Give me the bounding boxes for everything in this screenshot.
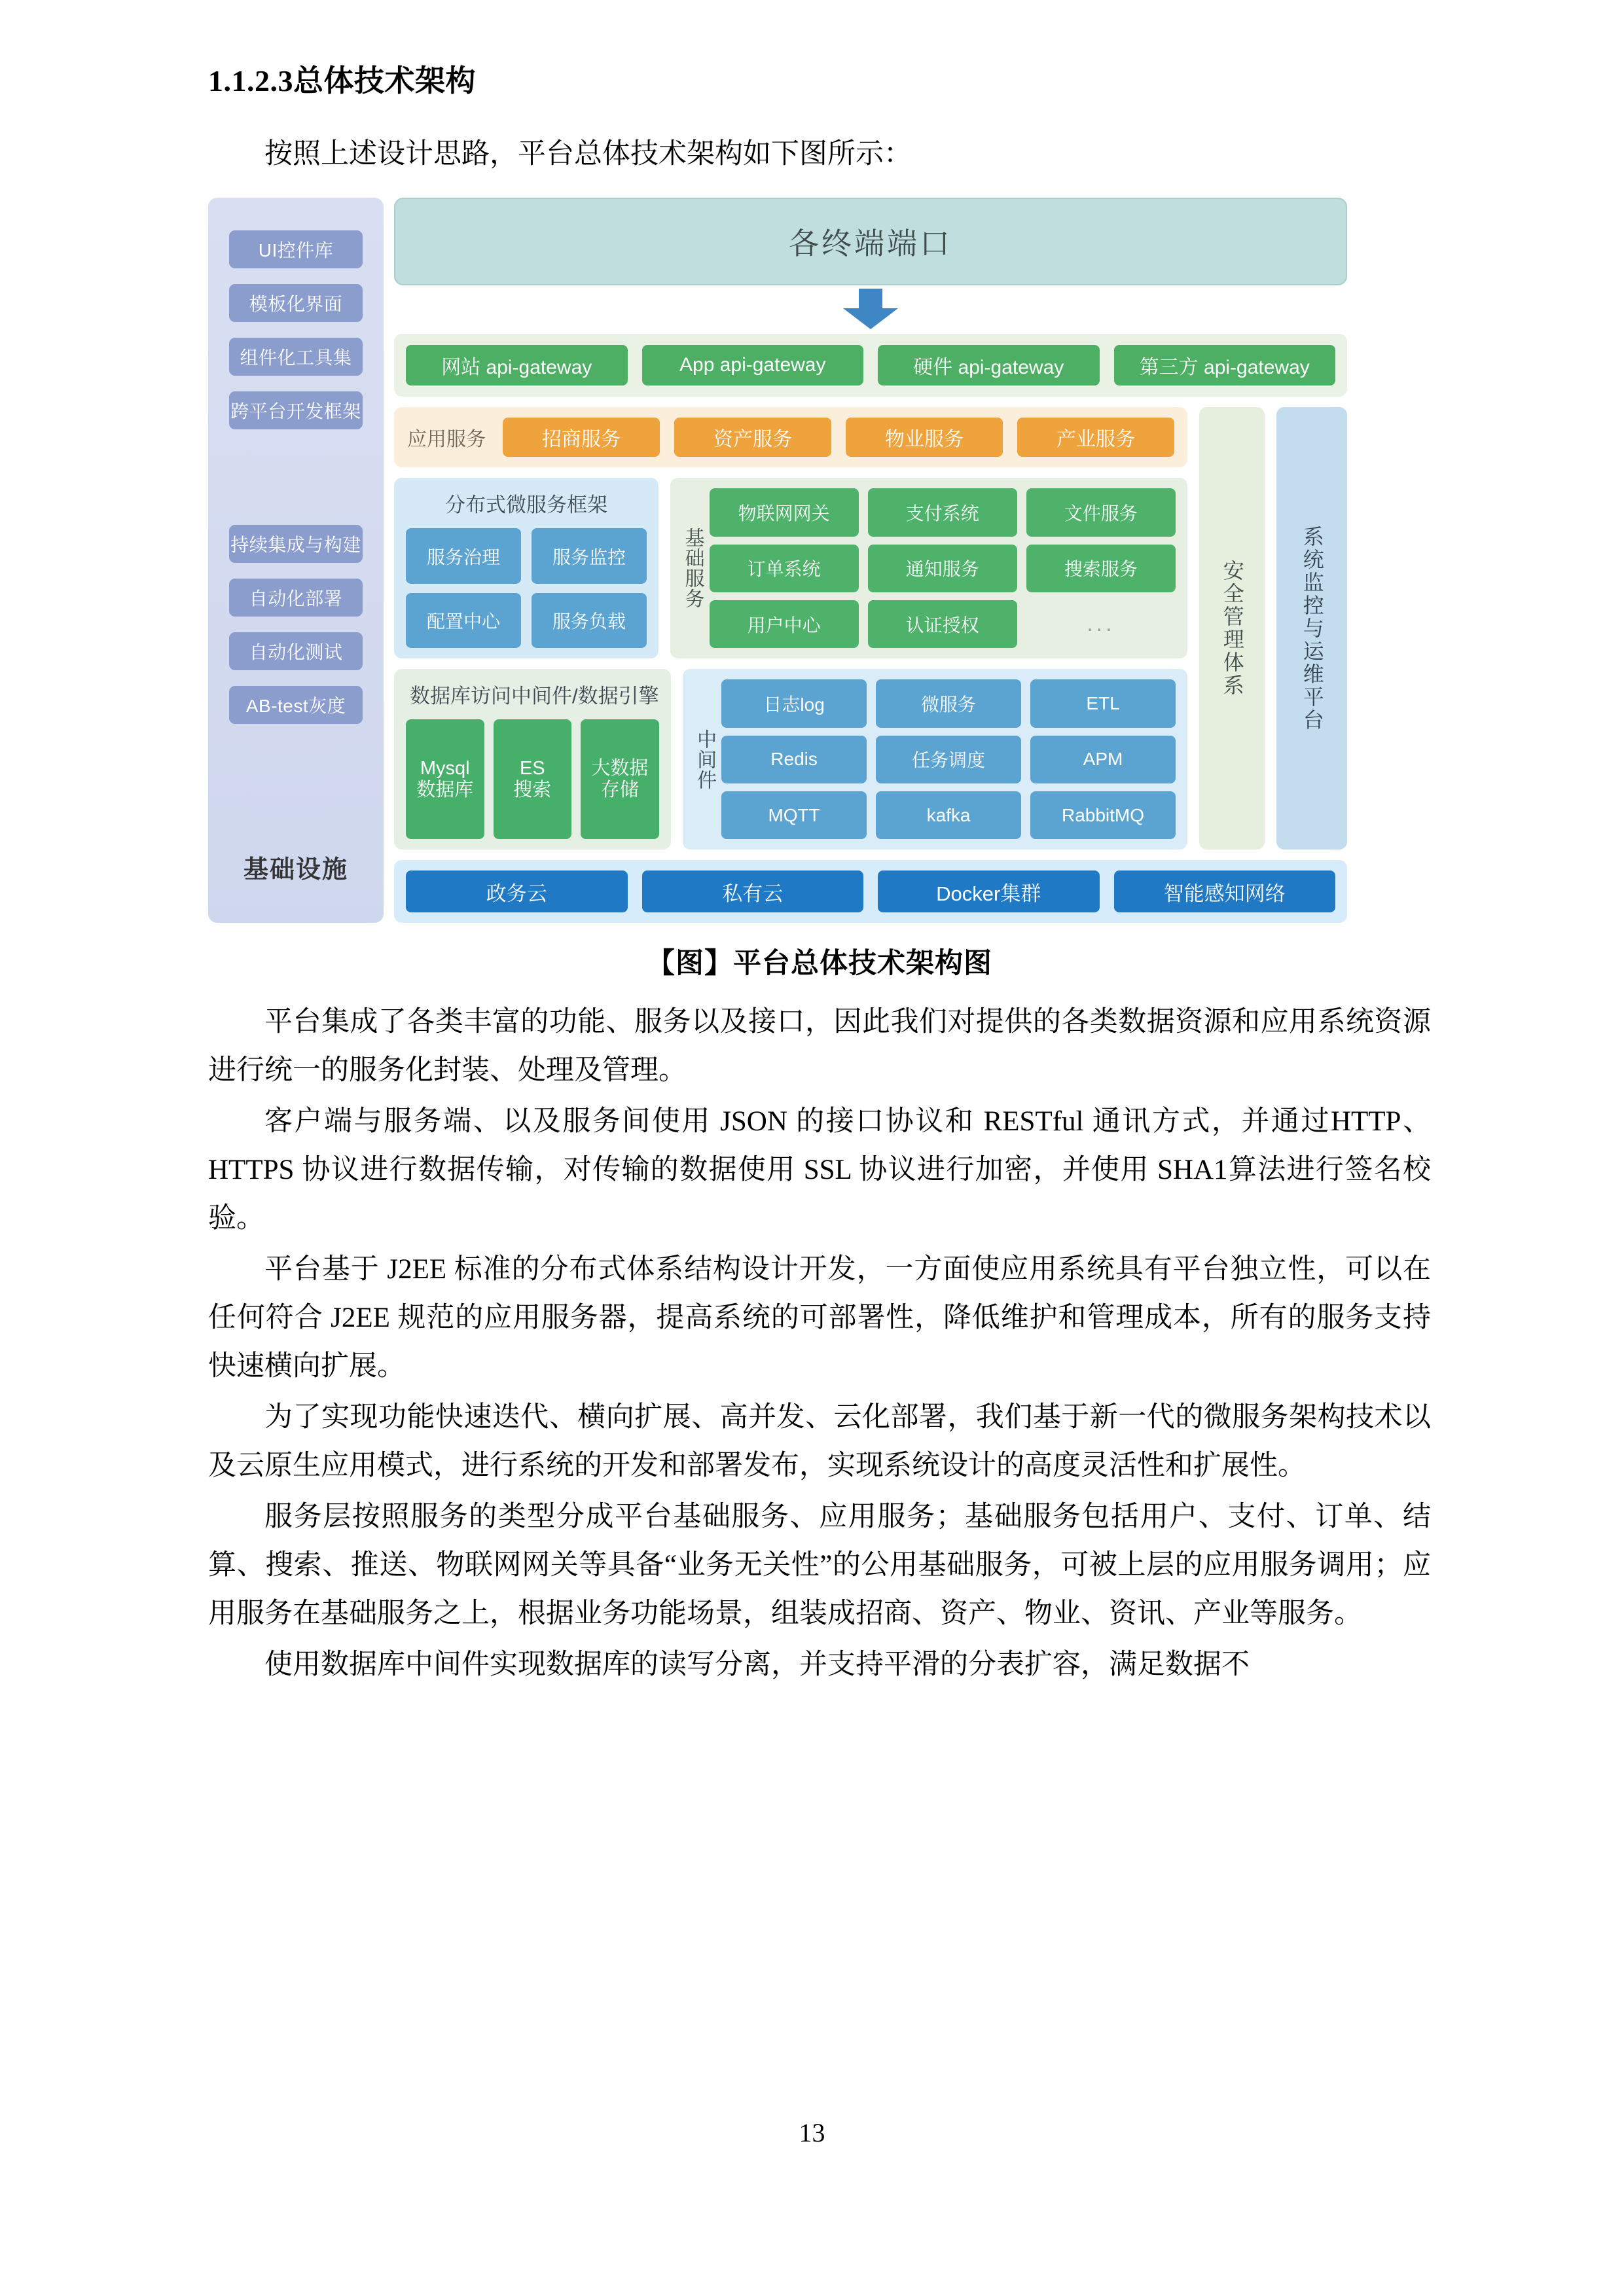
arrow-container (394, 285, 1347, 334)
gateway-thirdparty: 第三方 api-gateway (1114, 345, 1336, 386)
mw-cell-mqtt: MQTT (721, 791, 867, 839)
body-paragraph-4: 为了实现功能快速迭代、横向扩展、高并发、云化部署，我们基于新一代的微服务架构技术以及云原生应用模式，进行系统的开发和部署发布，实现系统设计的高度灵活性和扩展性。 (208, 1402, 1431, 1482)
rail-item-component-toolkit: 组件化工具集 (229, 338, 363, 376)
db-cell-es-line2: 搜索 (513, 779, 552, 800)
mw-cell-kafka: kafka (876, 791, 1021, 839)
infra-smart-sensing-network: 智能感知网络 (1114, 870, 1336, 912)
mw-cell-rabbitmq: RabbitMQ (1030, 791, 1176, 839)
page-number: 13 (799, 2118, 825, 2147)
diagram-main-stack (394, 198, 1347, 923)
intro-paragraph: 按照上述设计思路，平台总体技术架构如下图所示： (264, 138, 912, 170)
db-cell-bigdata (581, 719, 659, 839)
app-service-investment: 招商服务 (503, 418, 660, 457)
middleware-panel-row (394, 669, 1187, 850)
mw-cell-log: 日志log (721, 679, 867, 727)
db-cell-mysql-line2: 数据库 (416, 779, 474, 800)
mw-cell-apm: APM (1030, 736, 1176, 783)
ms-cell-governance: 服务治理 (406, 528, 521, 584)
basic-services-panel (670, 478, 1187, 658)
bs-cell-iot-gateway: 物联网网关 (710, 488, 859, 536)
app-service-property: 物业服务 (846, 418, 1003, 457)
system-monitoring-column (1276, 407, 1347, 850)
infra-gov-cloud: 政务云 (406, 870, 628, 912)
bs-cell-search: 搜索服务 (1026, 545, 1176, 592)
bs-cell-auth: 认证授权 (868, 600, 1017, 648)
infra-docker-cluster: Docker集群 (878, 870, 1100, 912)
rail-item-template-ui: 模板化界面 (229, 284, 363, 322)
body-paragraph-3: 平台基于 J2EE 标准的分布式体系结构设计开发，一方面使应用系统具有平台独立性，可以在任何符合 J2EE 规范的应用服务器，提高系统的可部署性，降低维护和管理成本，所有的服务支持快速横向扩展。 (208, 1254, 1431, 1382)
middleware-panel (683, 669, 1187, 850)
system-monitoring-label: 系统监控与运维平台 (1300, 525, 1324, 732)
basic-services-body (682, 488, 1176, 648)
db-cell-bigdata-line1: 大数据 (591, 757, 649, 779)
db-cell-es (494, 719, 572, 839)
architecture-diagram (208, 198, 1347, 923)
rail-item-ui-library: UI控件库 (229, 230, 363, 268)
bs-cell-file-service: 文件服务 (1026, 488, 1176, 536)
rail-item-cross-platform-framework: 跨平台开发框架 (229, 391, 363, 429)
db-cell-bigdata-line2: 存储 (600, 779, 639, 800)
rail-item-auto-test: 自动化测试 (229, 632, 363, 670)
left-rail (208, 198, 384, 923)
infra-private-cloud: 私有云 (642, 870, 864, 912)
bs-cell-more: ... (1087, 611, 1115, 637)
db-cell-mysql (406, 719, 484, 839)
body-paragraph-5: 服务层按照服务的类型分成平台基础服务、应用服务；基础服务包括用户、支付、订单、结算、搜索、推送、物联网网关等具备“业务无关性”的公用基础服务，可被上层的应用服务调用；应用服务在基础服务之上，根据业务功能场景，组装成招商、资产、物业、资讯、产业等服务。 (208, 1501, 1431, 1629)
body-paragraph-6: 使用数据库中间件实现数据库的读写分离，并支持平滑的分表扩容，满足数据不 (264, 1649, 1250, 1680)
ms-cell-config-center: 配置中心 (406, 593, 521, 649)
rail-item-auto-deploy: 自动化部署 (229, 579, 363, 617)
bs-cell-notification: 通知服务 (868, 545, 1017, 592)
bs-cell-order-system: 订单系统 (710, 545, 859, 592)
mw-cell-etl: ETL (1030, 679, 1176, 727)
terminal-ports-bar: 各终端端口 (394, 198, 1347, 285)
database-middleware-grid (406, 719, 659, 839)
security-management-label: 安全管理体系 (1220, 560, 1244, 698)
body-paragraph-1: 平台集成了各类丰富的功能、服务以及接口，因此我们对提供的各类数据资源和应用系统资源进行统一的服务化封装、处理及管理。 (208, 1007, 1431, 1086)
application-services-band (394, 407, 1187, 467)
ms-cell-monitoring: 服务监控 (532, 528, 647, 584)
services-panel-row (394, 478, 1187, 658)
gateway-web: 网站 api-gateway (406, 345, 628, 386)
middle-left-column (394, 407, 1187, 850)
db-cell-es-line1: ES (519, 757, 545, 779)
middleware-body (695, 679, 1176, 839)
microservice-framework-panel (394, 478, 659, 658)
security-management-column (1199, 407, 1265, 850)
mw-cell-task-scheduler: 任务调度 (876, 736, 1021, 783)
basic-services-label: 基础服务 (681, 528, 704, 609)
gateway-hardware: 硬件 api-gateway (878, 345, 1100, 386)
body-paragraph-2: 客户端与服务端、以及服务间使用 JSON 的接口协议和 RESTful 通讯方式，并通过HTTP、HTTPS 协议进行数据传输，对传输的数据使用 SSL 协议进行加密，并使用 SHA1算法进行签名校验。 (208, 1106, 1431, 1234)
database-middleware-panel (394, 669, 671, 850)
application-services-label: 应用服务 (407, 429, 486, 451)
rail-item-ci-build: 持续集成与构建 (229, 525, 363, 563)
rail-footer-label: 基础设施 (243, 856, 348, 884)
gateway-app: App api-gateway (642, 345, 864, 386)
gateway-band (394, 334, 1347, 397)
mw-cell-microservice: 微服务 (876, 679, 1021, 727)
rail-item-ab-test: AB-test灰度 (229, 686, 363, 724)
page-title: 1.1.2.3总体技术架构 (208, 64, 476, 98)
db-cell-mysql-line1: Mysql (420, 757, 470, 779)
down-arrow-icon (839, 289, 902, 331)
infrastructure-band (394, 860, 1347, 923)
middle-row (394, 407, 1347, 850)
app-service-industry: 产业服务 (1017, 418, 1174, 457)
app-service-asset: 资产服务 (674, 418, 831, 457)
mw-cell-redis: Redis (721, 736, 867, 783)
microservice-framework-grid (406, 528, 647, 648)
middleware-label: 中间件 (694, 728, 716, 790)
ms-cell-load-balance: 服务负载 (532, 593, 647, 649)
middleware-grid (721, 679, 1176, 839)
database-middleware-title: 数据库访问中间件/数据引擎 (410, 685, 659, 708)
microservice-framework-title: 分布式微服务框架 (445, 493, 607, 517)
basic-services-grid (710, 488, 1176, 648)
bs-cell-payment: 支付系统 (868, 488, 1017, 536)
bs-cell-user-center: 用户中心 (710, 600, 859, 648)
figure-caption: 【图】平台总体技术架构图 (647, 948, 992, 980)
